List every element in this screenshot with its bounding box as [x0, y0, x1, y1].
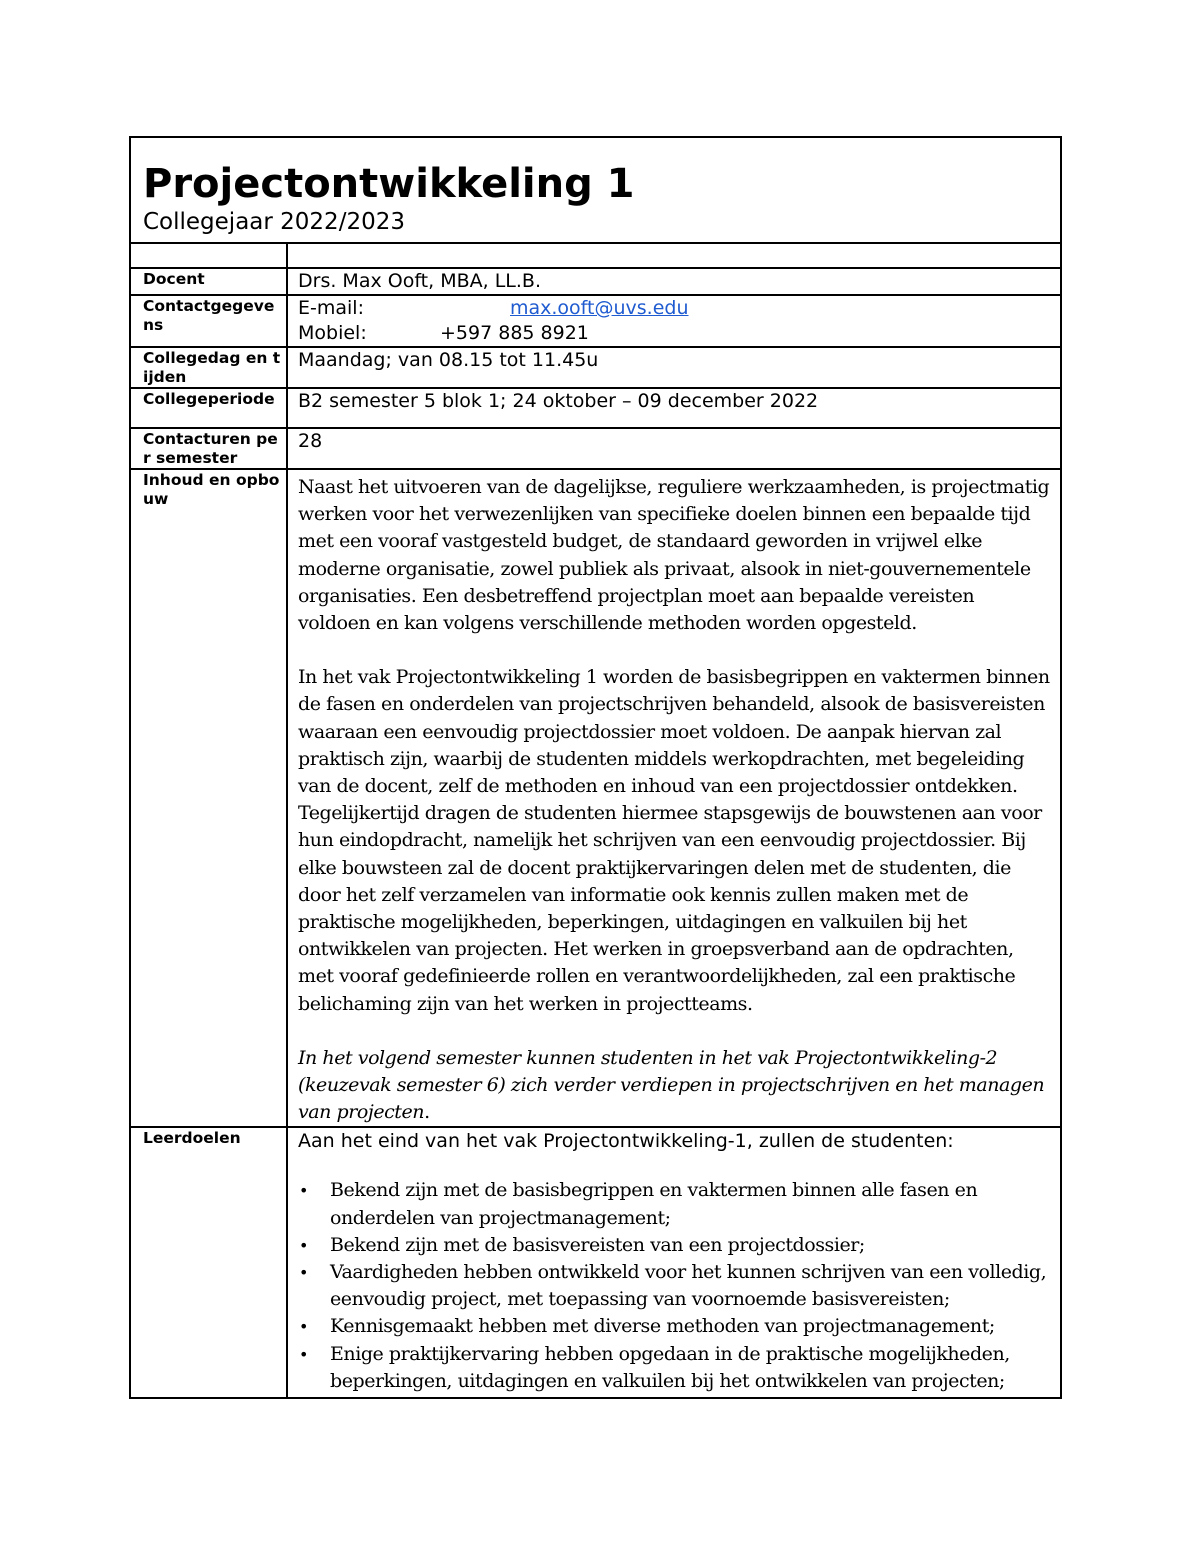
- email-label: E-mail:: [298, 297, 364, 319]
- value-collegedag: Maandag; van 08.15 tot 11.45u: [287, 347, 1061, 388]
- value-docent: Drs. Max Ooft, MBA, LL.B.: [287, 268, 1061, 295]
- list-item-text: Kennisgemaakt hebben met diverse methoden van projectmanagement;: [330, 1315, 995, 1338]
- label-collegeperiode: Collegeperiode: [130, 388, 287, 428]
- row-collegedag: [130, 347, 1061, 388]
- inhoud-paragraph-3-end: .: [424, 1101, 430, 1124]
- leerdoelen-intro: Aan het eind van het vak Projectontwikkeling-1, zullen de studenten:: [298, 1130, 954, 1153]
- page-title: Projectontwikkeling 1: [143, 161, 635, 207]
- label-docent: Docent: [130, 268, 287, 295]
- inhoud-paragraph-3: [298, 1045, 1050, 1127]
- row-collegeperiode: [130, 388, 1061, 428]
- list-item-text: Bekend zijn met de basisvereisten van een projectdossier;: [330, 1233, 865, 1256]
- header-row: [130, 137, 1061, 243]
- list-item-text: Vaardigheden hebben ontwikkeld voor het kunnen schrijven van een volledig, eenvoudig project, met toepassing van voornoemde basisvereisten;: [330, 1261, 1047, 1311]
- value-contact: [287, 295, 1061, 347]
- list-item-text: Enige praktijkervaring hebben opgedaan in de praktische mogelijkheden, beperkingen, uitdagingen en valkuilen bij het ontwikkelen van projecten;: [330, 1342, 1010, 1392]
- row-contacturen: [130, 428, 1061, 469]
- spacer-row: [130, 243, 1061, 268]
- mobile-label: Mobiel:: [298, 322, 367, 344]
- value-leerdoelen: [287, 1127, 1061, 1398]
- label-collegedag: Collegedag en tijden: [130, 347, 287, 388]
- bullet-icon: •: [299, 1263, 308, 1283]
- course-info-table: [129, 136, 1062, 1399]
- inhoud-paragraph-1: Naast het uitvoeren van de dagelijkse, reguliere werkzaamheden, is projectmatig werken voor het verwezenlijken van specifieke doelen binnen een bepaalde tijd met een vooraf vastgesteld budget, de standaard geworden in vrijwel elke moderne organisatie, zowel publiek als privaat, alsook in niet-gouvernementele organisaties. Een desbetreffend projectplan moet aan bepaalde vereisten voldoen en kan volgens verschillende methoden worden opgesteld.: [298, 476, 1050, 635]
- row-contact: [130, 295, 1061, 347]
- paragraph-gap: [298, 637, 1050, 664]
- value-inhoud: [287, 469, 1061, 1127]
- mobile-value: +597 885 8921: [440, 322, 589, 344]
- row-docent: [130, 268, 1061, 295]
- label-contacturen: Contacturen per semester: [130, 428, 287, 469]
- bullet-icon: •: [299, 1344, 308, 1364]
- list-item: [298, 1232, 1050, 1259]
- list-item: [298, 1341, 1050, 1395]
- spacer-cell-left: [130, 243, 287, 268]
- list-item: [298, 1313, 1050, 1340]
- list-item-text: Bekend zijn met de basisbegrippen en vaktermen binnen alle fasen en onderdelen van projectmanagement;: [330, 1179, 978, 1229]
- email-line: [298, 296, 1050, 321]
- email-link[interactable]: max.ooft@uvs.edu: [510, 297, 689, 319]
- inhoud-paragraph-2: In het vak Projectontwikkeling 1 worden de basisbegrippen en vaktermen binnen de fasen en onderdelen van projectschrijven behandeld, alsook de basisvereisten waaraan een eenvoudig projectdossier moet voldoen. De aanpak hiervan zal praktisch zijn, waarbij de studenten middels werkopdrachten, met begeleiding van de docent, zelf de methoden en inhoud van een projectdossier ontdekken. Tegelijkertijd dragen de studenten hiermee stapsgewijs de bouwstenen aan voor hun eindopdracht, namelijk het schrijven van een eenvoudig projectdossier. Bij elke bouwsteen zal de docent praktijkervaringen delen met de studenten, die door het zelf verzamelen van informatie ook kennis zullen maken met de praktische mogelijkheden, beperkingen, uitdagingen en valkuilen bij het ontwikkelen van projecten. Het werken in groepsverband aan de opdrachten, met vooraf gedefinieerde rollen en verantwoordelijkheden, zal een praktische belichaming zijn van het werken in projectteams.: [298, 666, 1050, 1015]
- row-leerdoelen: [130, 1127, 1061, 1398]
- spacer-cell-right: [287, 243, 1061, 268]
- row-inhoud: [130, 469, 1061, 1127]
- page-subtitle: Collegejaar 2022/2023: [143, 209, 405, 235]
- bullet-icon: •: [299, 1317, 308, 1337]
- paragraph-gap: [298, 1018, 1050, 1045]
- bullet-icon: •: [299, 1181, 308, 1201]
- mobile-line: [298, 321, 1050, 346]
- list-item: [298, 1259, 1050, 1313]
- header-cell: [130, 137, 1061, 243]
- value-contacturen: 28: [287, 428, 1061, 469]
- label-leerdoelen: Leerdoelen: [130, 1127, 287, 1398]
- list-item: [298, 1177, 1050, 1231]
- label-inhoud: Inhoud en opbouw: [130, 469, 287, 1127]
- leerdoelen-list: [298, 1177, 1050, 1395]
- inhoud-paragraph-3-text: In het volgend semester kunnen studenten in het vak Projectontwikkeling-2 (keuzevak semester 6) zich verder verdiepen in projectschrijven en het managen van projecten: [298, 1046, 1045, 1124]
- value-collegeperiode: B2 semester 5 blok 1; 24 oktober – 09 december 2022: [287, 388, 1061, 428]
- label-contact: Contactgegevens: [130, 295, 287, 347]
- bullet-icon: •: [299, 1235, 308, 1255]
